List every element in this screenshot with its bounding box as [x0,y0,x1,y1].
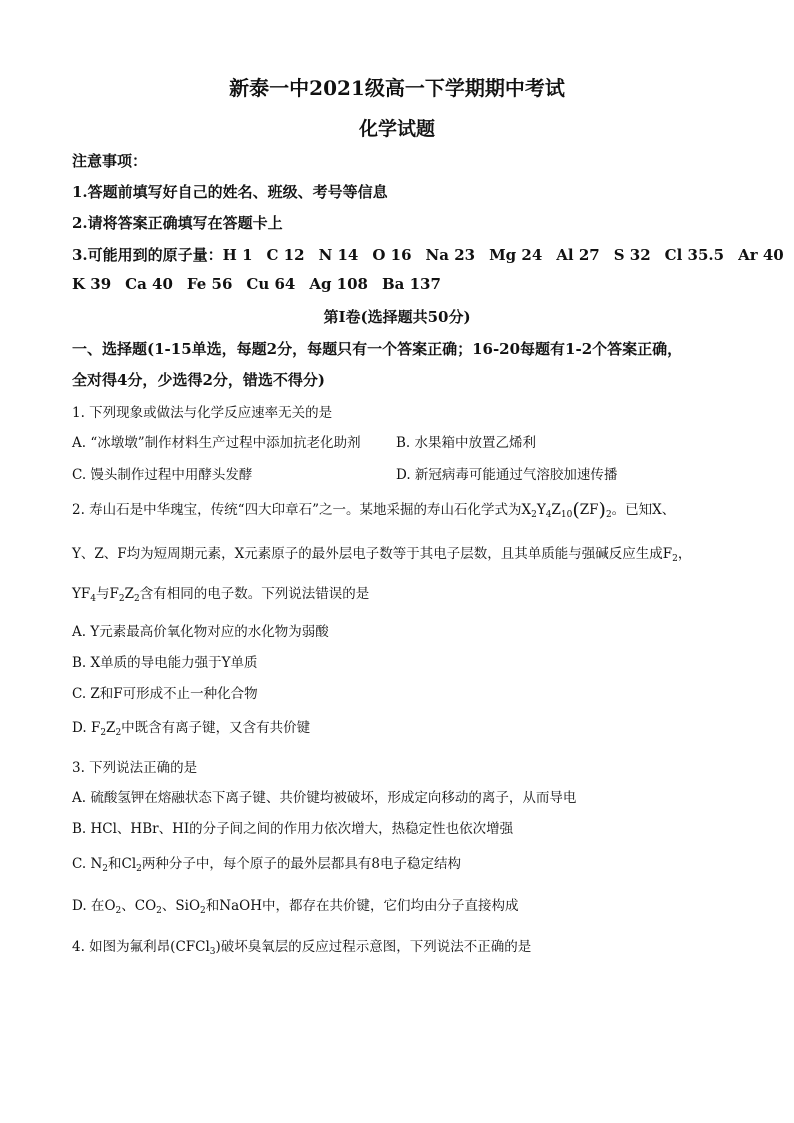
formula-co2: $CO_2$ [134,898,162,916]
q3-option-d: D. 在$O_2$、$CO_2$、SiO$_2$和NaOH中，都存在共价键，它们均由分子直接构成 [72,898,519,916]
atomic-masses-line-1 [72,244,784,265]
atomic-mass: K 39 [72,275,112,293]
formula-yf4: $YF_4$ [72,586,97,604]
formula-f2z2: $F_2Z_2$ [90,720,122,738]
exam-title: 新泰一中2021级高一下学期期中考试 [229,76,565,100]
atomic-mass: Cl 35.5 [664,246,725,264]
q2-stem-part-b: 。已知X、 [611,502,676,518]
note-item-1: 1.答题前填写好自己的姓名、班级、考号等信息 [72,183,388,201]
q2-option-d: D. $F_2Z_2$中既含有离子键，又含有共价键 [72,720,311,738]
atomic-mass: C 12 [266,246,305,264]
formula-n2: $N_2$ [90,856,108,874]
exam-subtitle: 化学试题 [358,118,435,140]
atomic-mass: Ag 108 [309,275,368,293]
atomic-mass: Ca 40 [125,275,173,293]
q2-stem-line-3: $YF_4$与$F_2Z_2$含有相同的电子数。下列说法错误的是 [72,586,370,604]
formula-x2y4z10zf2: $X_2Y_4Z_{10}(ZF)_2$ [521,499,612,521]
q2-option-c: C. Z和F可形成不止一种化合物 [72,686,258,702]
atomic-mass: Cu 64 [246,275,296,293]
q2-option-a: A. Y元素最高价氧化物对应的水化物为弱酸 [72,624,329,640]
atomic-masses-prefix: 3.可能用到的原子量： [72,246,223,264]
note-item-2: 2.请将答案正确填写在答题卡上 [72,214,283,232]
q1-option-d: D. 新冠病毒可能通过气溶胶加速传播 [396,467,618,483]
q1-option-b: B. 水果箱中放置乙烯利 [396,435,537,451]
q4-stem: 4. 如图为氟利昂(CFCl$_3$)破坏臭氧层的反应过程示意图，下列说法不正确的是 [72,939,532,957]
formula-f2z2: $F_2Z_2$ [109,586,140,604]
atomic-mass: H 1 [222,246,253,264]
atomic-mass: Ba 137 [382,275,441,293]
formula-f2: $F_2$ [662,546,678,564]
formula-cfcl3: CFCl$_3$ [175,939,216,957]
section-instruction-2: 全对得4分，少选得2分，错选不得分) [72,371,325,389]
q2-option-b: B. X单质的导电能力强于Y单质 [72,655,258,671]
atomic-mass: Fe 56 [186,275,233,293]
atomic-mass: Ar 40 [738,246,784,264]
atomic-mass: Al 27 [556,246,600,264]
formula-cl2: $Cl_2$ [121,856,142,874]
q2-stem [72,498,675,521]
notes-heading: 注意事项： [72,152,148,170]
q3-stem: 3. 下列说法正确的是 [72,760,198,776]
formula-o2: $O_2$ [104,898,122,916]
formula-sio2: SiO$_2$ [175,898,206,916]
q1-stem: 1. 下列现象或做法与化学反应速率无关的是 [72,405,333,421]
q1-option-c: C. 馒头制作过程中用酵头发酵 [72,467,253,483]
q2-stem-part-a: 2. 寿山石是中华瑰宝，传统“四大印章石”之一。某地采掘的寿山石化学式为 [72,502,522,518]
q1-option-a: A. “冰墩墩”制作材料生产过程中添加抗老化助剂 [72,435,361,451]
section-header: 第Ⅰ卷(选择题共50分) [323,308,471,326]
atomic-mass: O 16 [372,246,412,264]
q3-option-a: A. 硫酸氢钾在熔融状态下离子键、共价键均被破坏，形成定向移动的离子，从而导电 [72,790,577,806]
atomic-mass: Mg 24 [489,246,543,264]
atomic-mass: N 14 [318,246,359,264]
q2-stem-line-2: Y、Z、F均为短周期元素，X元素原子的最外层电子数等于其电子层数，且其单质能与强碱反应生成$F_2$， [72,546,692,564]
section-instruction-1: 一、选择题(1-15单选，每题2分，每题只有一个答案正确；16-20每题有1-2个答案正确， [72,340,683,358]
q3-option-c: C. $N_2$和$Cl_2$两种分子中，每个原子的最外层都具有8电子稳定结构 [72,856,461,874]
q3-option-b: B. HCl、HBr、HI的分子间之间的作用力依次增大，热稳定性也依次增强 [72,821,514,837]
atomic-mass: S 32 [613,246,651,264]
atomic-mass: Na 23 [425,246,476,264]
atomic-masses-line-2 [72,275,441,293]
